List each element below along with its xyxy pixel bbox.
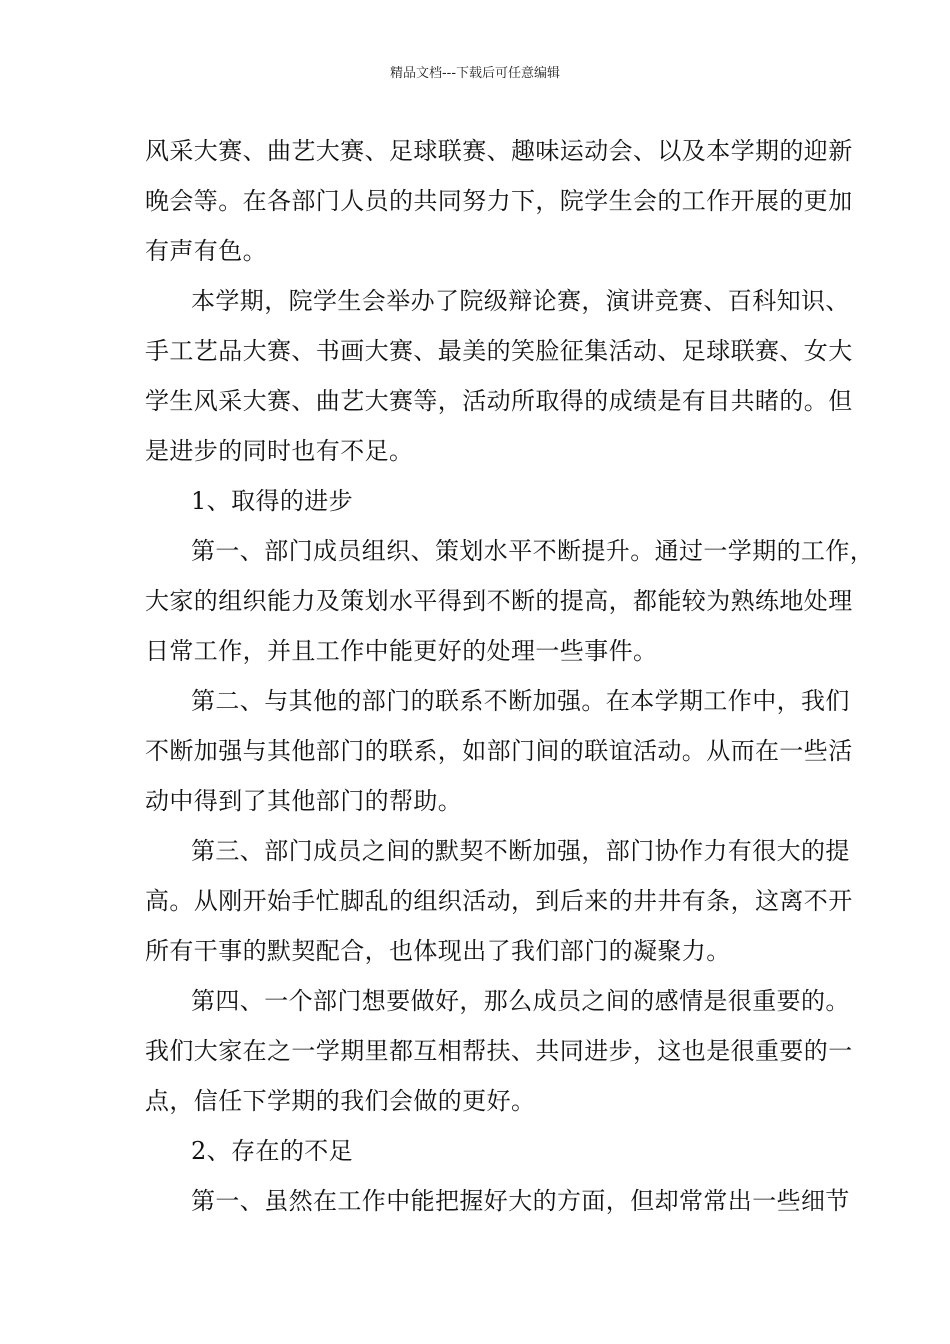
document-body (145, 126, 875, 1226)
text-line: 1、取得的进步 (191, 487, 354, 515)
paragraph-7 (145, 1176, 850, 1226)
text-line: 第一、虽然在工作中能把握好大的方面，但却常常出一些细节 (191, 1187, 850, 1215)
section-heading-progress (145, 476, 813, 526)
section-heading-shortcomings (145, 1126, 813, 1176)
paragraph-2 (145, 276, 853, 476)
paragraph-6 (145, 976, 853, 1126)
text-line: 第四、一个部门想要做好，那么成员之间的感情是很重要的。 (191, 987, 850, 1015)
text-line: 晚会等。在各部门人员的共同努力下，院学生会的工作开展的更加 (145, 187, 853, 215)
text-line: 第二、与其他的部门的联系不断加强。在本学期工作中，我们 (191, 687, 850, 715)
paragraph-3 (145, 526, 875, 676)
text-line: 所有干事的默契配合，也体现出了我们部门的凝聚力。 (145, 937, 731, 965)
paragraph-5 (145, 826, 853, 976)
text-line: 动中得到了其他部门的帮助。 (145, 787, 463, 815)
text-line: 不断加强与其他部门的联系，如部门间的联谊活动。从而在一些活 (145, 737, 853, 765)
text-line: 2、存在的不足 (191, 1137, 354, 1165)
text-line: 本学期，院学生会举办了院级辩论赛，演讲竞赛、百科知识、 (191, 287, 850, 315)
text-line: 高。从刚开始手忙脚乱的组织活动，到后来的井井有条，这离不开 (145, 887, 853, 915)
text-line: 有声有色。 (145, 237, 267, 265)
paragraph-4 (145, 676, 853, 826)
text-line: 我们大家在之一学期里都互相帮扶、共同进步，这也是很重要的一 (145, 1037, 853, 1065)
text-line: 风采大赛、曲艺大赛、足球联赛、趣味运动会、以及本学期的迎新 (145, 137, 853, 165)
text-line: 学生风采大赛、曲艺大赛等，活动所取得的成绩是有目共睹的。但 (145, 387, 853, 415)
text-line: 点，信任下学期的我们会做的更好。 (145, 1087, 536, 1115)
page-header: 精品文档---下载后可任意编辑 (389, 66, 561, 81)
text-line: 日常工作，并且工作中能更好的处理一些事件。 (145, 637, 658, 665)
text-line: 第三、部门成员之间的默契不断加强，部门协作力有很大的提 (191, 837, 850, 865)
text-line: 大家的组织能力及策划水平得到不断的提高，都能较为熟练地处理 (145, 587, 853, 615)
text-line: 第一、部门成员组织、策划水平不断提升。通过一学期的工作， (191, 537, 875, 565)
text-line: 是进步的同时也有不足。 (145, 437, 414, 465)
text-line: 手工艺品大赛、书画大赛、最美的笑脸征集活动、足球联赛、女大 (145, 337, 853, 365)
paragraph-1 (145, 126, 853, 276)
